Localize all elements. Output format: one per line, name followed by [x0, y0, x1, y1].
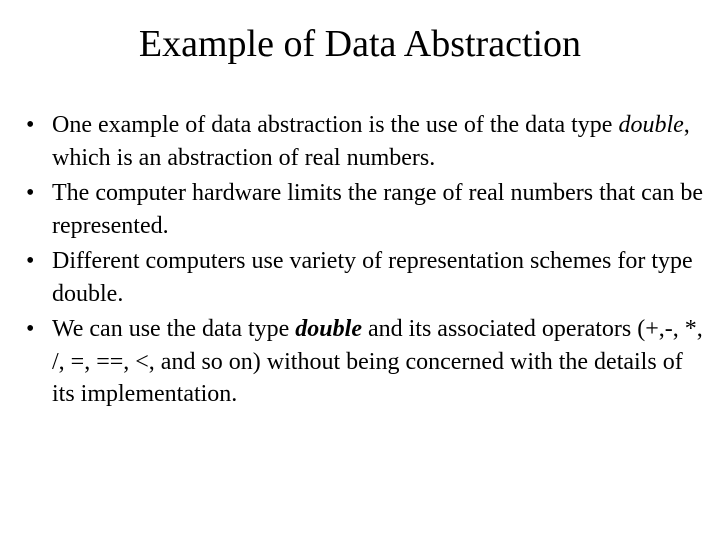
- bold-italic-term: double: [295, 316, 362, 342]
- bullet-text: [52, 109, 706, 174]
- bullet-text: Different computers use variety of representation schemes for type double.: [52, 248, 693, 307]
- text-segment: We can use the data type: [52, 316, 296, 342]
- italic-term: double: [618, 112, 684, 138]
- bullet-list: [26, 109, 706, 414]
- bullet-icon: •: [26, 112, 35, 138]
- text-segment: , which is an abstraction of real numbers.: [52, 112, 690, 171]
- bullet-icon: •: [26, 180, 35, 206]
- bullet-text: [52, 313, 706, 411]
- bullet-item-1: [26, 109, 706, 174]
- bullet-icon: •: [26, 248, 35, 274]
- slide-title: Example of Data Abstraction: [138, 23, 582, 65]
- bullet-item-3: [26, 245, 706, 310]
- bullet-item-2: [26, 177, 706, 242]
- bullet-item-4: [26, 313, 706, 411]
- text-segment: and its associated operators (+,-, *, /, =, ==, <, and so on) without being concerned with the details of its implementation.: [52, 316, 703, 407]
- bullet-text: The computer hardware limits the range of real numbers that can be represented.: [52, 180, 704, 239]
- text-segment: One example of data abstraction is the use of the data type: [52, 112, 619, 138]
- bullet-icon: •: [26, 316, 35, 342]
